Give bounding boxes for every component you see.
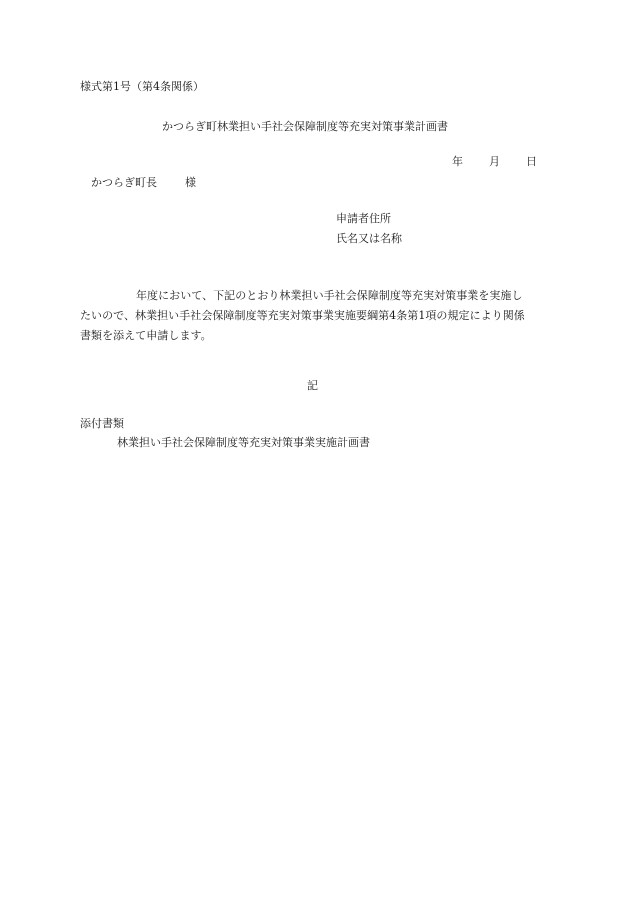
addressee (91, 176, 196, 190)
body-paragraph (80, 286, 548, 346)
applicant-address-label: 申請者住所 (336, 212, 391, 225)
body-line-1: 年度において、下記のとおり林業担い手社会保障制度等充実対策事業を実施し (136, 289, 523, 302)
attachment-item: 林業担い手社会保障制度等充実対策事業実施計画書 (117, 436, 370, 449)
year-label: 年 (452, 155, 463, 168)
day-label: 日 (526, 155, 537, 168)
body-line-3: 書類を添えて申請します。 (80, 329, 212, 342)
body-line-2: たいので、林業担い手社会保障制度等充実対策事業実施要綱第4条第1項の規定により関係 (80, 309, 525, 322)
addressee-honorific: 様 (185, 176, 196, 189)
attachments-heading: 添付書類 (80, 417, 124, 430)
applicant-name-label: 氏名又は名称 (336, 232, 402, 245)
addressee-name: かつらぎ町長 (91, 176, 157, 189)
document-title: かつらぎ町林業担い手社会保障制度等充実対策事業計画書 (162, 120, 448, 133)
ki-heading: 記 (307, 379, 318, 392)
date-line (452, 155, 537, 169)
month-label: 月 (489, 155, 500, 168)
form-number: 様式第1号（第4条関係） (80, 80, 204, 93)
